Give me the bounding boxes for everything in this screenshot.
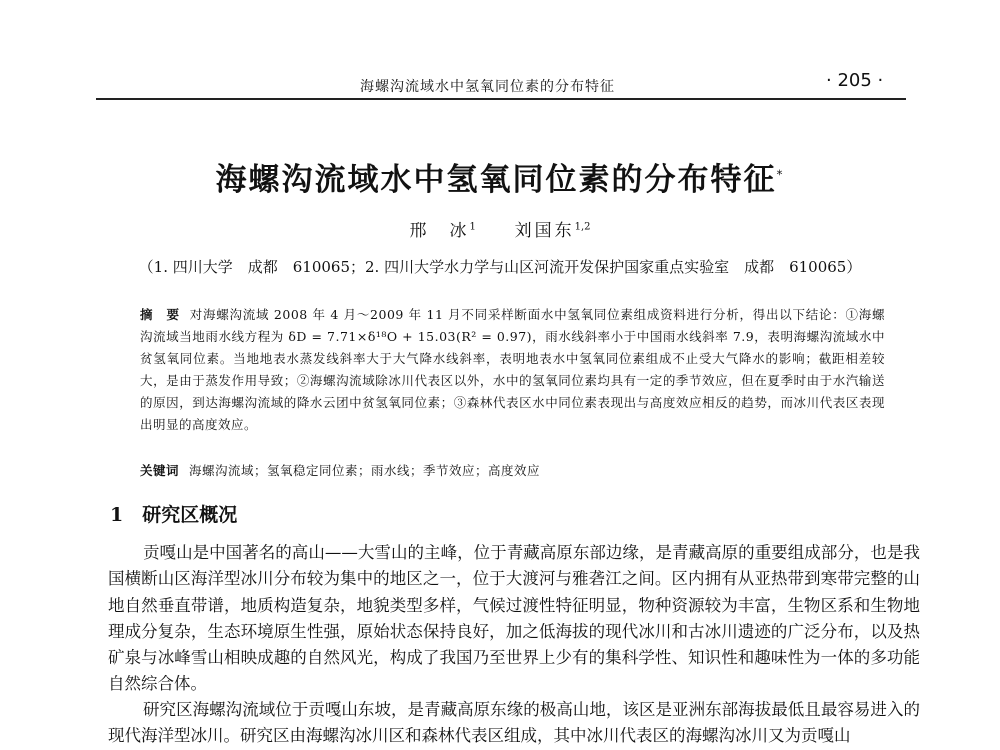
abstract xyxy=(140,304,885,436)
author-2-affil: 1,2 xyxy=(574,221,591,233)
article-title xyxy=(0,154,1000,199)
body-paragraph: 研究区海螺沟流域位于贡嘎山东坡，是青藏高原东缘的极高山地，该区是亚洲东部海拔最低且最容易进入的现代海洋型冰川。研究区由海螺沟冰川区和森林代表区组成，其中冰川代表区的海螺沟冰川又为贡嘎山 xyxy=(108,700,920,746)
abstract-label: 摘 要 xyxy=(140,307,180,322)
header-rule xyxy=(96,98,906,100)
author-1-affil: 1 xyxy=(469,221,476,233)
author-1: 邢 冰 xyxy=(409,221,470,241)
affiliation: （1. 四川大学 成都 610065；2. 四川大学水力学与山区河流开发保护国家重点实验室 成都 610065） xyxy=(138,258,862,276)
author-2: 刘国东 xyxy=(514,221,575,241)
page-number: · 205 · xyxy=(826,70,884,91)
author-line xyxy=(0,216,1000,241)
title-text: 海螺沟流域水中氢氧同位素的分布特征 xyxy=(215,162,777,198)
title-footnote-mark: * xyxy=(776,167,785,182)
keywords-text: 海螺沟流域；氢氧稳定同位素；雨水线；季节效应；高度效应 xyxy=(189,463,541,478)
keywords-label: 关键词 xyxy=(140,463,180,478)
keywords xyxy=(140,460,885,482)
body-paragraph: 贡嘎山是中国著名的高山——大雪山的主峰，位于青藏高原东部边缘，是青藏高原的重要组成部分，也是我国横断山区海洋型冰川分布较为集中的地区之一，位于大渡河与雅砻江之间。区内拥有从亚热带到寒带完整的山地自然垂直带谱，地质构造复杂，地貌类型多样，气候过渡性特征明显，物种资源较为丰富，生物区系和生物地理成分复杂，生态环境原生性强，原始状态保持良好，加之低海拔的现代冰川和古冰川遗迹的广泛分布，以及热矿泉与冰峰雪山相映成趣的自然风光，构成了我国乃至世界上少有的集科学性、知识性和趣味性为一体的多功能自然综合体。 xyxy=(108,543,920,694)
section-heading: 1 研究区概况 xyxy=(110,504,238,526)
running-header: 海螺沟流域水中氢氧同位素的分布特征 xyxy=(360,79,615,95)
abstract-text: 对海螺沟流域 2008 年 4 月～2009 年 11 月不同采样断面水中氢氧同位素组成资料进行分析，得出以下结论：①海螺沟流域当地雨水线方程为 δD = 7.71×δ¹⁸O + 15.03(R² = 0.97)，雨水线斜率小于中国雨水线斜率 7.9，表明海螺沟流域水中贫氢氧同位素。当地地表水蒸发线斜率大于大气降水线斜率，表明地表水中氢氧同位素组成不止受大气降水的影响；截距相差较大，是由于蒸发作用导致；②海螺沟流域除冰川代表区以外，水中的氢氧同位素均具有一定的季节效应，但在夏季时由于水汽输送的原因，到达海螺沟流域的降水云团中贫氢氧同位素；③森林代表区水中同位素表现出与高度效应相反的趋势，而冰川代表区表现出明显的高度效应。 xyxy=(140,307,885,432)
